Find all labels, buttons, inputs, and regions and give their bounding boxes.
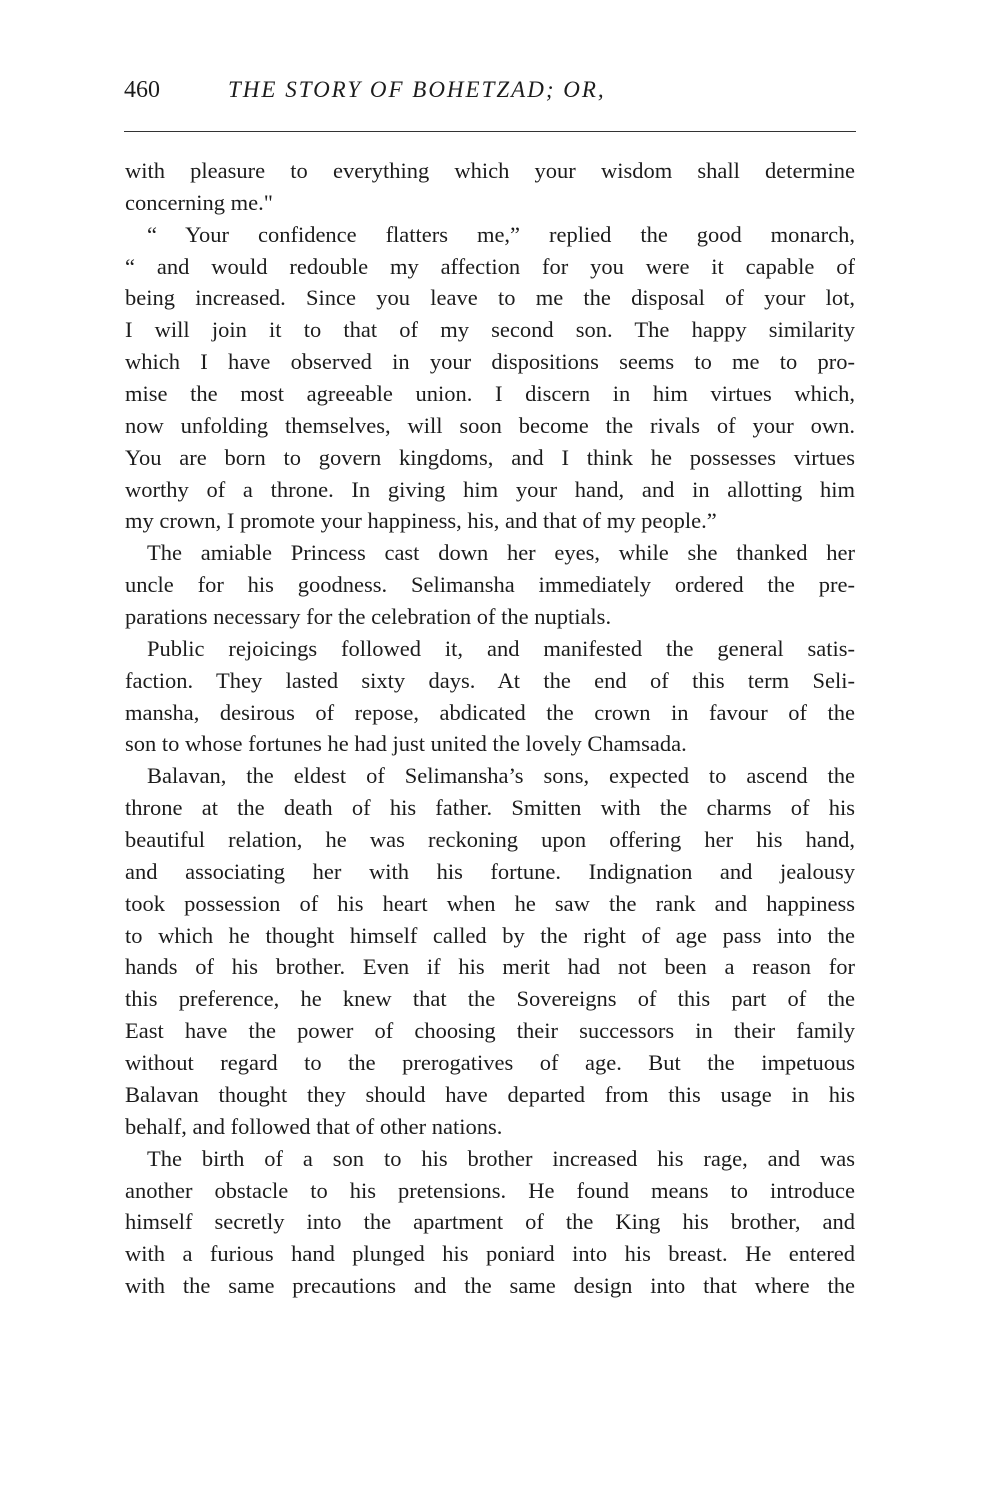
- text-line: now unfolding themselves, will soon become the rivals of your own.: [125, 412, 855, 438]
- body-text: [125, 155, 855, 1302]
- text-line: Public rejoicings followed it, and manifested the general satis-: [147, 635, 855, 661]
- text-line: Balavan thought they should have departed from this usage in his: [125, 1081, 855, 1107]
- text-line: and associating her with his fortune. Indignation and jealousy: [125, 858, 855, 884]
- text-line: another obstacle to his pretensions. He found means to introduce: [125, 1177, 855, 1203]
- text-line: You are born to govern kingdoms, and I think he possesses virtues: [125, 444, 855, 470]
- text-line: beautiful relation, he was reckoning upon offering her his hand,: [125, 827, 855, 853]
- text-line: behalf, and followed that of other nations.: [125, 1113, 503, 1139]
- text-line: being increased. Since you leave to me the disposal of your lot,: [125, 285, 855, 311]
- text-line: this preference, he knew that the Sovereigns of this part of the: [125, 986, 855, 1012]
- text-line: to which he thought himself called by the right of age pass into the: [125, 922, 855, 948]
- text-line: throne at the death of his father. Smitten with the charms of his: [125, 795, 855, 821]
- text-line: parations necessary for the celebration of the nuptials.: [125, 604, 612, 630]
- text-line: with pleasure to everything which your wisdom shall determine: [125, 158, 855, 183]
- text-line: “ and would redouble my affection for you were it capable of: [125, 253, 855, 279]
- text-line: took possession of his heart when he saw the rank and happiness: [125, 890, 855, 916]
- text-line: mansha, desirous of repose, abdicated the crown in favour of the: [125, 699, 855, 725]
- text-line: with the same precautions and the same design into that where the: [125, 1273, 855, 1299]
- header-rule: [124, 131, 856, 132]
- text-line: uncle for his goodness. Selimansha immediately ordered the pre-: [125, 572, 855, 598]
- text-line: himself secretly into the apartment of the King his brother, and: [125, 1209, 855, 1235]
- text-line: East have the power of choosing their successors in their family: [125, 1018, 855, 1044]
- text-line: The birth of a son to his brother increased his rage, and was: [147, 1145, 855, 1171]
- text-line: I will join it to that of my second son. The happy similarity: [125, 317, 855, 343]
- text-line: concerning me.": [125, 189, 273, 215]
- page-number: 460: [124, 77, 160, 103]
- text-line: The amiable Princess cast down her eyes, while she thanked her: [147, 540, 855, 566]
- text-line: Balavan, the eldest of Selimansha’s sons, expected to ascend the: [147, 763, 855, 789]
- text-line: worthy of a throne. In giving him your hand, and in allotting him: [125, 476, 855, 502]
- text-line: without regard to the prerogatives of age. But the impetuous: [125, 1050, 855, 1076]
- text-line: which I have observed in your dispositions seems to me to pro-: [125, 349, 855, 375]
- text-line: son to whose fortunes he had just united the lovely Chamsada.: [125, 731, 687, 757]
- text-line: faction. They lasted sixty days. At the end of this term Seli-: [125, 667, 855, 693]
- text-line: with a furious hand plunged his poniard into his breast. He entered: [125, 1241, 855, 1267]
- text-line: my crown, I promote your happiness, his, and that of my people.”: [125, 508, 717, 534]
- running-title: THE STORY OF BOHETZAD; OR,: [228, 77, 606, 102]
- text-line: hands of his brother. Even if his merit had not been a reason for: [125, 954, 855, 980]
- text-line: “ Your confidence flatters me,” replied the good monarch,: [147, 221, 855, 247]
- text-line: mise the most agreeable union. I discern in him virtues which,: [125, 381, 855, 407]
